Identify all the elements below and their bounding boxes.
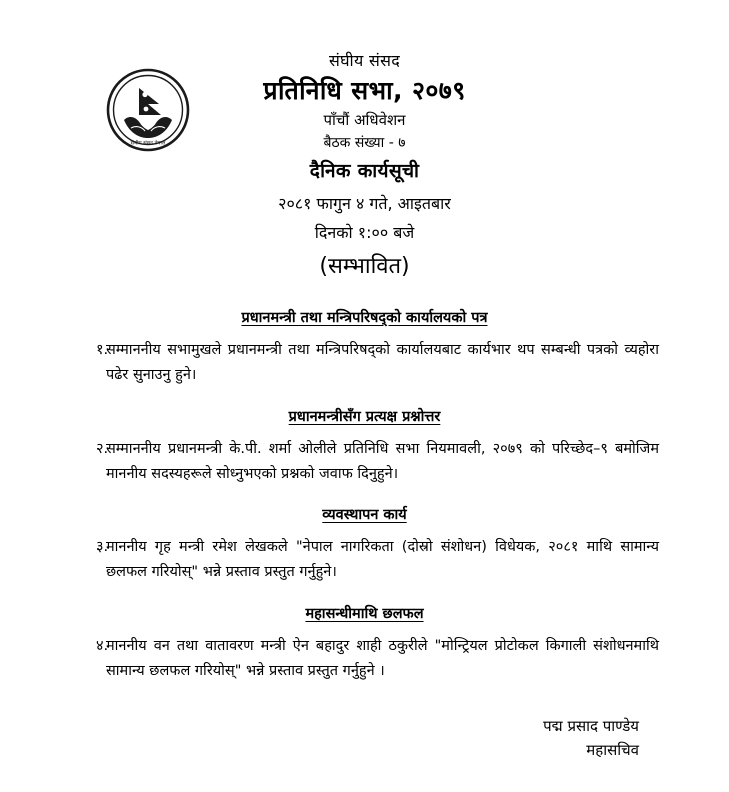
section-heading: प्रधानमन्त्री तथा मन्त्रिपरिषद्को कार्यालयको पत्र xyxy=(241,309,488,326)
agenda-item-number: ३. xyxy=(96,539,109,556)
agenda-section xyxy=(62,504,667,585)
header-sitting-number: बैठक संख्या - ७ xyxy=(323,134,406,151)
section-heading: प्रधानमन्त्रीसँग प्रत्यक्ष प्रश्नोत्तर xyxy=(288,408,441,425)
header-parliament: संघीय संसद xyxy=(328,51,400,70)
section-heading: व्यवस्थापन कार्य xyxy=(322,507,407,524)
agenda-item-text: माननीय वन तथा वातावरण मन्त्री ऐन बहादुर शाही ठकुरीले "मोन्ट्रियल प्रोटोकल किगाली संशोधनमाथि सामान्य छलफल गरियोस्" भन्ने प्रस्ताव प्रस्तुत गर्नुहुने । xyxy=(106,638,659,680)
header-time: दिनको १:०० बजे xyxy=(314,222,415,242)
agenda-item-text: सम्माननीय सभामुखले प्रधानमन्त्री तथा मन्त्रिपरिषद्को कार्यालयबाट कार्यभार थप सम्बन्धी पत्रको व्यहोरा पढेर सुनाउनु हुने। xyxy=(106,341,659,383)
agenda-body xyxy=(62,307,667,685)
agenda-item xyxy=(62,634,667,684)
signature-block xyxy=(62,714,667,762)
agenda-item-number: २. xyxy=(96,440,109,457)
agenda-section xyxy=(62,406,667,487)
section-heading: महासन्धीमाथि छलफल xyxy=(305,606,424,623)
agenda-item-text: माननीय गृह मन्त्री रमेश लेखकले "नेपाल नागरिकता (दोस्रो संशोधन) विधेयक, २०८१ माथि सामान्य छलफल गरियोस्" भन्ने प्रस्ताव प्रस्तुत गर्नुहुने। xyxy=(106,539,659,581)
signature-title: महासचिव xyxy=(586,741,639,760)
header-date: २०८१ फागुन ४ गते, आइतबार xyxy=(278,194,451,214)
signature-name: पद्म प्रसाद पाण्डेय xyxy=(543,717,639,736)
agenda-section xyxy=(62,603,667,684)
agenda-item-number: ४. xyxy=(96,638,109,655)
agenda-item xyxy=(62,338,667,388)
agenda-item xyxy=(62,437,667,487)
agenda-item xyxy=(62,535,667,585)
svg-text:संघीय संसद नेपाल: संघीय संसद नेपाल xyxy=(130,140,166,147)
header-tentative-note: (सम्भावित) xyxy=(319,253,410,279)
agenda-item-text: सम्माननीय प्रधानमन्त्री के.पी. शर्मा ओलीले प्रतिनिधि सभा नियमावली, २०७९ को परिच्छेद–९ बमोजिम माननीय सदस्यहरूले सोध्नुभएको प्रश्नको जवाफ दिनुहुने। xyxy=(106,440,659,482)
agenda-section xyxy=(62,307,667,388)
header-title: प्रतिनिधि सभा, २०७९ xyxy=(263,76,466,106)
nepal-parliament-emblem-icon xyxy=(106,68,190,152)
agenda-item-number: १. xyxy=(96,341,109,358)
header-agenda-title: दैनिक कार्यसूची xyxy=(309,160,420,183)
header-session: पाँचौं अधिवेशन xyxy=(323,111,406,130)
